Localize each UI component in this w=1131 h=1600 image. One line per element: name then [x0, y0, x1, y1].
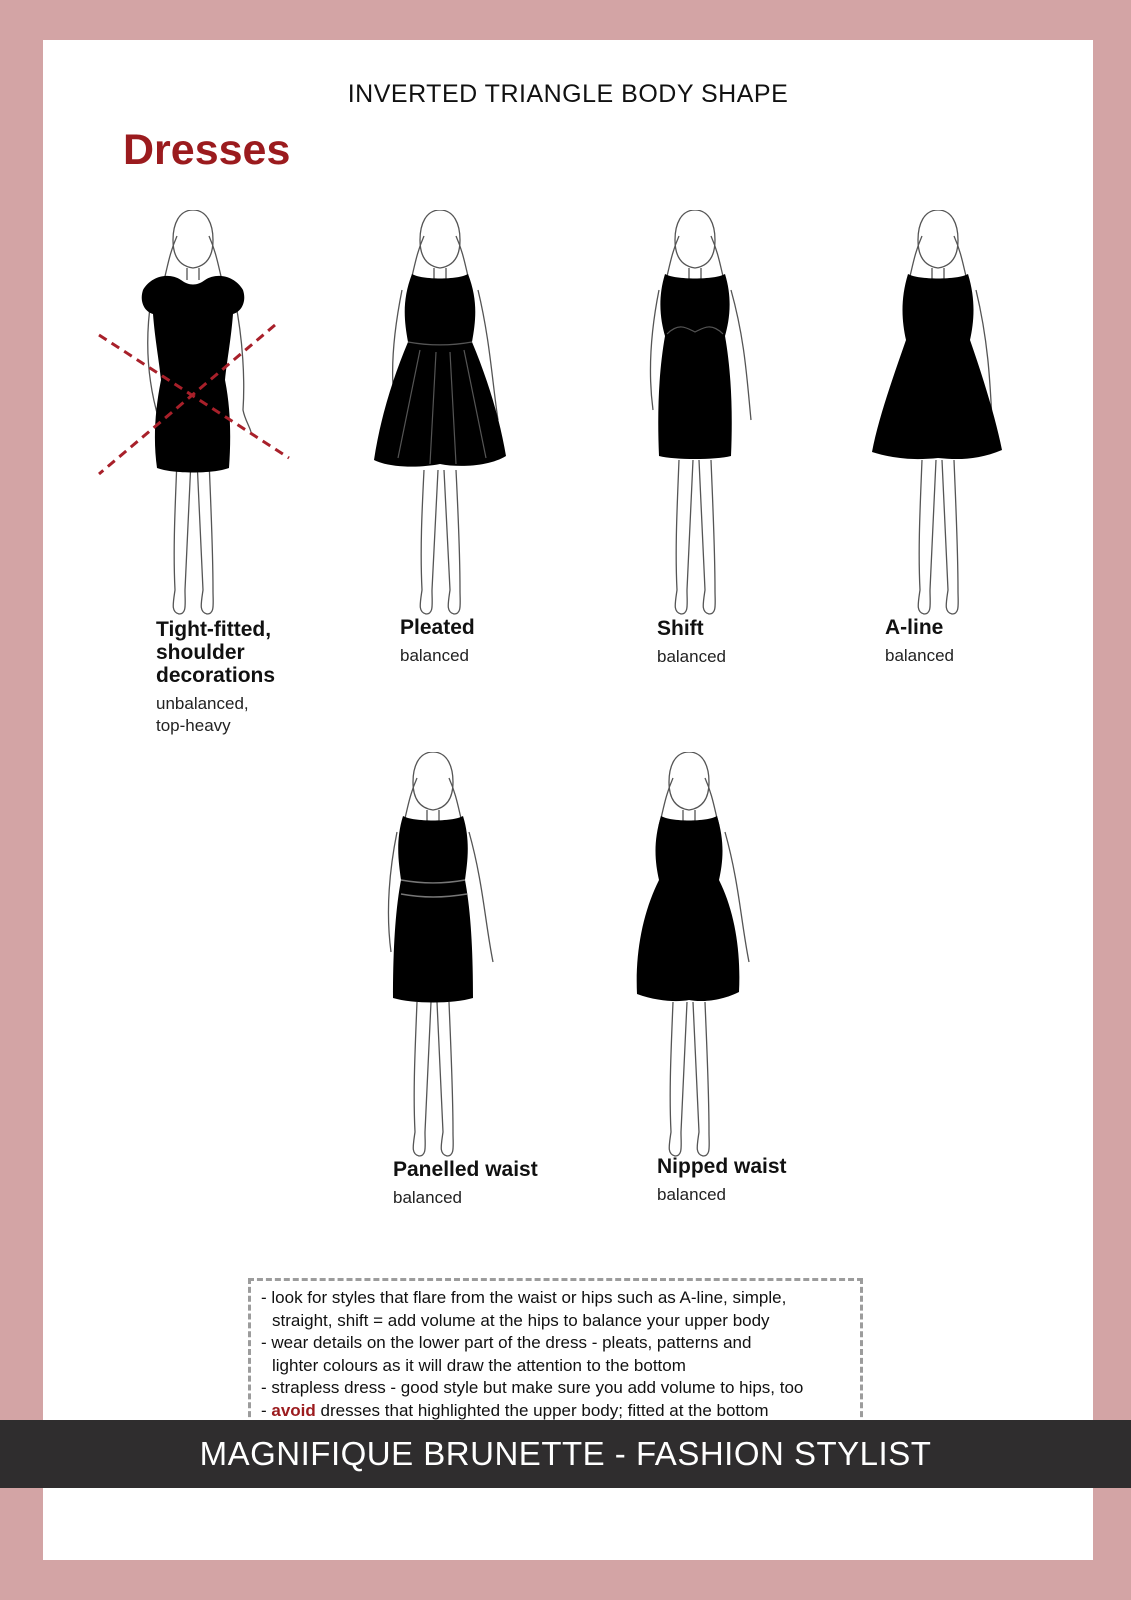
caption-nipped-waist: [657, 1155, 787, 1206]
style-guide-page: [43, 40, 1093, 1560]
dress-rating: balanced: [393, 1188, 463, 1207]
dress-name: A-line: [885, 616, 944, 639]
dress-shape-tight: [142, 276, 245, 473]
dress-shape-shift: [658, 274, 732, 459]
avoid-highlight: avoid: [271, 1400, 316, 1420]
footer-banner: MAGNIFIQUE BRUNETTE - FASHION STYLIST: [0, 1420, 1131, 1488]
dress-name: Panelled waist: [393, 1158, 538, 1181]
tip-item: - look for styles that flare from the waist or hips such as A-line, simple, straight, shift = add volume at the hips to balance your upper body: [261, 1288, 787, 1330]
dress-figure-tight-fitted: [93, 210, 293, 630]
dress-figure-pleated: [340, 210, 540, 630]
dress-rating: balanced: [657, 647, 727, 666]
caption-tight-fitted: [156, 618, 275, 737]
caption-shift: [657, 617, 726, 668]
dress-rating: balanced: [885, 646, 955, 665]
dress-name: Nipped waist: [657, 1155, 787, 1178]
tip-item: - wear details on the lower part of the dress - pleats, patterns and lighter colours as it will draw the attention to the bottom: [261, 1333, 752, 1375]
dress-name: Shift: [657, 617, 704, 640]
caption-panelled-waist: [393, 1158, 538, 1209]
page-title: INVERTED TRIANGLE BODY SHAPE: [347, 80, 789, 108]
dress-shape-a-line: [872, 274, 1002, 459]
dress-rating: unbalanced, top-heavy: [156, 694, 249, 735]
dress-shape-nipped: [637, 816, 740, 1001]
dress-figure-panelled-waist: [333, 752, 533, 1172]
dress-figure-nipped-waist: [589, 752, 789, 1172]
section-title: Dresses: [123, 126, 291, 174]
dress-figure-a-line: [838, 210, 1038, 630]
caption-pleated: [400, 616, 475, 667]
dress-shape-panelled: [393, 816, 473, 1003]
dress-shape-pleated: [374, 274, 506, 467]
dress-rating: balanced: [400, 646, 470, 665]
dress-name: Tight-fitted, shoulder decorations: [156, 618, 276, 687]
tip-item: - strapless dress - good style but make sure you add volume to hips, too: [261, 1378, 804, 1397]
tip-item: - avoid dresses that highlighted the upper body; fitted at the bottom: [261, 1400, 769, 1420]
dress-rating: balanced: [657, 1185, 727, 1204]
dress-name: Pleated: [400, 616, 475, 639]
tips-box: [248, 1278, 863, 1426]
dress-figure-shift: [595, 210, 795, 630]
caption-a-line: [885, 616, 954, 667]
